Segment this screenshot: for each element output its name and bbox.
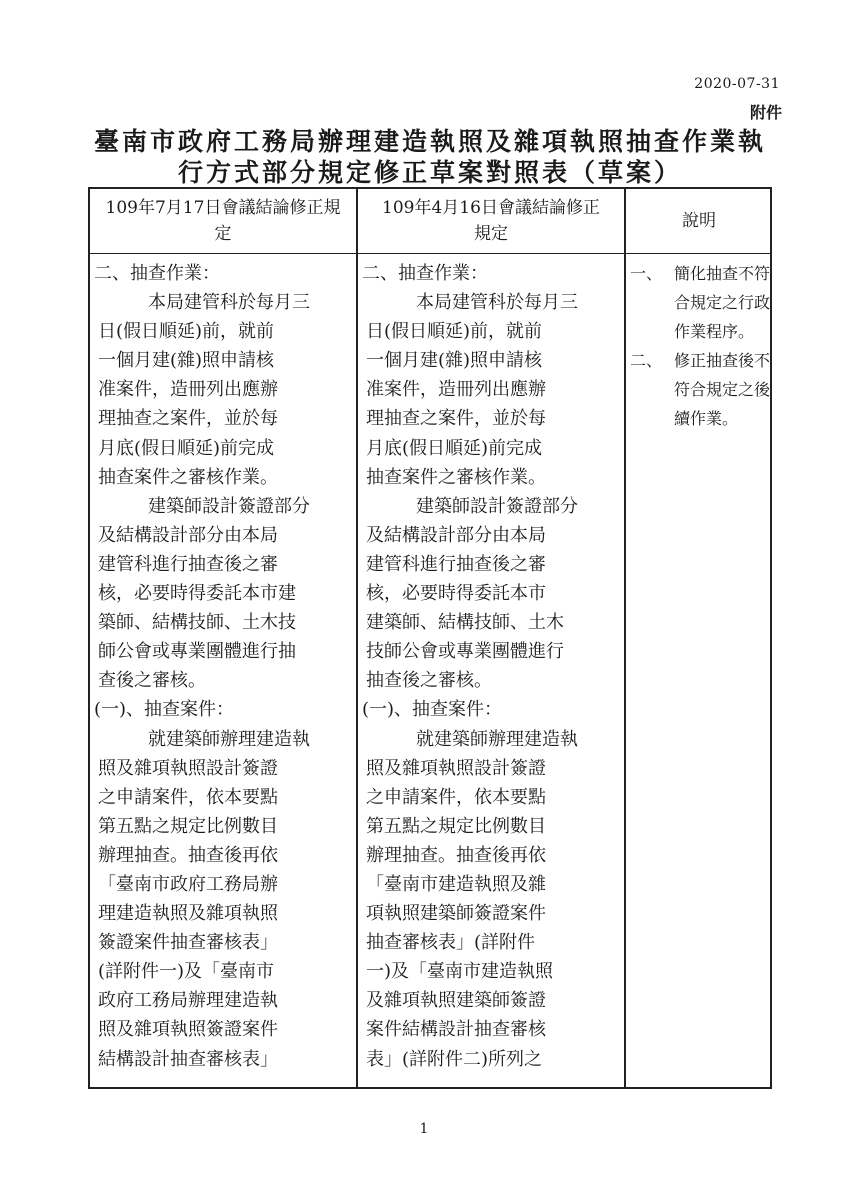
text-line: 表」(詳附件二)所列之 bbox=[366, 1048, 543, 1070]
column-divider-2 bbox=[624, 189, 626, 1087]
text-line: 第五點之規定比例數目 bbox=[366, 815, 546, 837]
text-line: 技師公會或專業團體進行 bbox=[366, 641, 564, 663]
text-line: 抽查審核表」(詳附件 bbox=[366, 932, 536, 954]
text-line: 建築師設計簽證部分 bbox=[148, 495, 310, 517]
text-line: 結構設計抽查審核表」 bbox=[98, 1048, 278, 1070]
text-line: 日(假日順延)前，就前 bbox=[366, 321, 543, 343]
text-line: 及雜項執照建築師簽證 bbox=[366, 990, 546, 1012]
header-revised bbox=[90, 189, 356, 253]
text-line: 理抽查之案件，並於每 bbox=[366, 408, 546, 430]
text-line: 案件結構設計抽查審核 bbox=[366, 1019, 546, 1041]
text-line: 一)及「臺南市建造執照 bbox=[366, 961, 554, 983]
text-line: 師公會或專業團體進行抽 bbox=[98, 641, 296, 663]
text-line: 查後之審核。 bbox=[98, 670, 206, 692]
header-original-line-2: 規定 bbox=[474, 224, 508, 244]
note-number: 一、 bbox=[630, 264, 663, 283]
document-date: 2020-07-31 bbox=[694, 76, 780, 92]
column-divider-1 bbox=[356, 189, 358, 1087]
note-item bbox=[630, 346, 770, 433]
text-line: 建築師、結構技師、土木 bbox=[366, 612, 564, 634]
text-line: 理建造執照及雜項執照 bbox=[98, 903, 278, 925]
text-line: 二、抽查作業： bbox=[94, 263, 220, 284]
revised-column bbox=[94, 259, 352, 1074]
annex-label: 附件 bbox=[749, 103, 782, 122]
original-column bbox=[362, 259, 620, 1074]
text-line: 建築師設計簽證部分 bbox=[416, 495, 578, 517]
note-column bbox=[630, 259, 770, 434]
header-note bbox=[626, 189, 772, 253]
page-number: 1 bbox=[419, 1121, 429, 1137]
text-line: 准案件，造冊列出應辦 bbox=[366, 379, 546, 401]
text-line: (一)、抽查案件： bbox=[94, 699, 235, 721]
text-line: 准案件，造冊列出應辦 bbox=[98, 379, 278, 401]
header-original bbox=[358, 189, 624, 253]
text-line: 「臺南市政府工務局辦 bbox=[98, 873, 278, 895]
document-title bbox=[80, 126, 780, 188]
comparison-table bbox=[88, 187, 772, 1089]
text-line: 一個月建(雜)照申請核 bbox=[366, 350, 543, 372]
text-line: 照及雜項執照簽證案件 bbox=[98, 1019, 278, 1041]
text-line: 政府工務局辦理建造執 bbox=[98, 990, 278, 1012]
note-item bbox=[630, 259, 770, 346]
text-line: 簽證案件抽查審核表」 bbox=[98, 932, 278, 954]
header-revised-line-2: 定 bbox=[214, 224, 232, 244]
text-line: (一)、抽查案件： bbox=[362, 699, 503, 721]
text-line: 建管科進行抽查後之審 bbox=[366, 553, 546, 575]
text-line: 核，必要時得委託本市建 bbox=[98, 583, 296, 605]
text-line: 月底(假日順延)前完成 bbox=[98, 437, 275, 459]
title-line-2: 行方式部分規定修正草案對照表（草案） bbox=[177, 158, 682, 187]
text-line: 項執照建築師簽證案件 bbox=[366, 903, 546, 925]
text-line: 「臺南市建造執照及雜 bbox=[366, 873, 546, 895]
text-line: 照及雜項執照設計簽證 bbox=[366, 757, 546, 779]
header-revised-line-1: 109年7月17日會議結論修正規 bbox=[105, 198, 341, 218]
text-line: (詳附件一)及「臺南市 bbox=[98, 961, 275, 983]
text-line: 就建築師辦理建造執 bbox=[148, 728, 310, 750]
note-text: 修正抽查後不符合規定之後續作業。 bbox=[674, 351, 771, 429]
note-text: 簡化抽查不符合規定之行政作業程序。 bbox=[674, 264, 771, 342]
text-line: 及結構設計部分由本局 bbox=[98, 524, 278, 546]
header-original-line-1: 109年4月16日會議結論修正 bbox=[382, 198, 600, 218]
text-line: 辦理抽查。抽查後再依 bbox=[366, 844, 546, 866]
text-line: 照及雜項執照設計簽證 bbox=[98, 757, 278, 779]
header-divider bbox=[90, 253, 770, 254]
text-line: 建管科進行抽查後之審 bbox=[98, 553, 278, 575]
text-line: 本局建管科於每月三 bbox=[148, 292, 310, 314]
text-line: 之申請案件，依本要點 bbox=[98, 786, 278, 808]
header-note-label: 說明 bbox=[682, 211, 716, 231]
text-line: 本局建管科於每月三 bbox=[416, 292, 578, 314]
text-line: 辦理抽查。抽查後再依 bbox=[98, 844, 278, 866]
text-line: 及結構設計部分由本局 bbox=[366, 524, 546, 546]
text-line: 第五點之規定比例數目 bbox=[98, 815, 278, 837]
text-line: 抽查後之審核。 bbox=[366, 670, 492, 692]
text-line: 核，必要時得委託本市 bbox=[366, 583, 546, 605]
title-line-1: 臺南市政府工務局辦理建造執照及雜項執照抽查作業執 bbox=[93, 127, 766, 156]
text-line: 二、抽查作業： bbox=[362, 263, 488, 284]
text-line: 築師、結構技師、土木技 bbox=[98, 612, 296, 634]
note-number: 二、 bbox=[630, 351, 663, 371]
text-line: 之申請案件，依本要點 bbox=[366, 786, 546, 808]
text-line: 抽查案件之審核作業。 bbox=[366, 466, 546, 488]
text-line: 抽查案件之審核作業。 bbox=[98, 466, 278, 488]
text-line: 一個月建(雜)照申請核 bbox=[98, 350, 275, 372]
text-line: 月底(假日順延)前完成 bbox=[366, 437, 543, 459]
text-line: 就建築師辦理建造執 bbox=[416, 728, 578, 750]
text-line: 理抽查之案件，並於每 bbox=[98, 408, 278, 430]
text-line: 日(假日順延)前，就前 bbox=[98, 321, 275, 343]
